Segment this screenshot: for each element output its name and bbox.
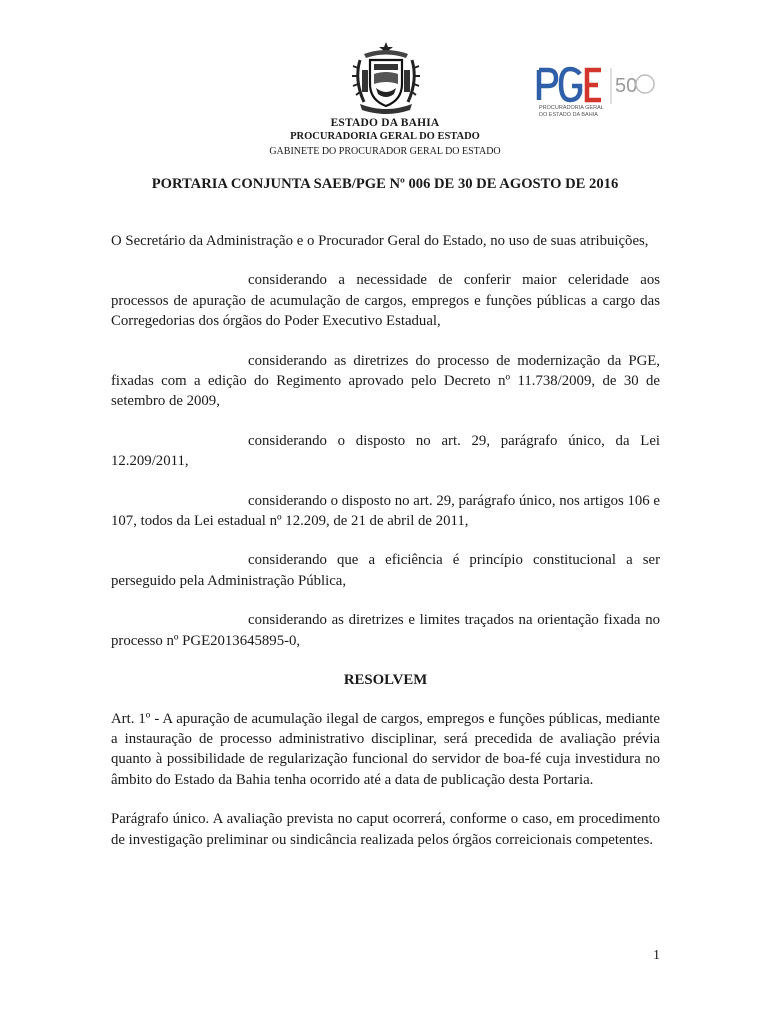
bahia-coat-of-arms-icon — [350, 40, 422, 116]
paragraph-unico: Parágrafo único. A avaliação prevista no caput ocorrerá, conforme o caso, em procedimento de investigação preliminar ou sindicância realizada pelos órgãos correicionais competentes. — [111, 811, 660, 848]
state-name: ESTADO DA BAHIA — [330, 117, 440, 129]
considerando-paragraph: considerando o disposto no art. 29, parágrafo único, nos artigos 106 e 107, todos da Lei estadual nº 12.209, de 21 de abril de 2011, — [111, 492, 660, 530]
pge-logo — [535, 62, 660, 118]
considerando-paragraph: considerando que a eficiência é princípio constitucional a ser perseguido pela Administração Pública, — [111, 552, 660, 589]
resolve-heading: RESOLVEM — [343, 672, 428, 689]
article-1: Art. 1º - A apuração de acumulação ilegal de cargos, empregos e funções públicas, mediante a instauração de processo administrativo disciplinar, será precedida de avaliação prévia quanto à possibilidade de regularização funcional do servidor de boa-fé cuja investidura no âmbito do Estado da Bahia tenha ocorrido até a data de publicação desta Portaria. — [111, 710, 660, 788]
considerando-paragraph: considerando a necessidade de conferir maior celeridade aos processos de apuração de acumulação de cargos, empregos e funções públicas a cargo das Corregedorias dos órgãos do Poder Executivo Estadual, — [111, 272, 660, 330]
document-title: PORTARIA CONJUNTA SAEB/PGE Nº 006 DE 30 DE AGOSTO DE 2016 — [151, 176, 619, 192]
considerando-paragraph: considerando as diretrizes e limites traçados na orientação fixada no processo nº PGE2013645895-0, — [111, 612, 660, 649]
page-number: 1 — [653, 948, 660, 963]
considerando-paragraph: considerando as diretrizes do processo de modernização da PGE, fixadas com a edição do Regimento aprovado pelo Decreto nº 11.738/2009, de 30 de setembro de 2009, — [111, 352, 660, 410]
document-body — [111, 231, 660, 869]
logo-subtitle-2: DO ESTADO DA BAHIA — [539, 112, 598, 118]
office-name: GABINETE DO PROCURADOR GERAL DO ESTADO — [269, 146, 501, 157]
anniversary-number: 50 — [615, 75, 638, 97]
institution-header — [0, 116, 770, 159]
considerando-paragraph: considerando o disposto no art. 29, parágrafo único, da Lei 12.209/2011, — [111, 432, 660, 470]
organization-name: PROCURADORIA GERAL DO ESTADO — [290, 131, 480, 142]
intro-paragraph: O Secretário da Administração e o Procurador Geral do Estado, no uso de suas atribuições, — [111, 233, 649, 249]
logo-subtitle-1: PROCURADORIA GERAL — [539, 105, 604, 111]
